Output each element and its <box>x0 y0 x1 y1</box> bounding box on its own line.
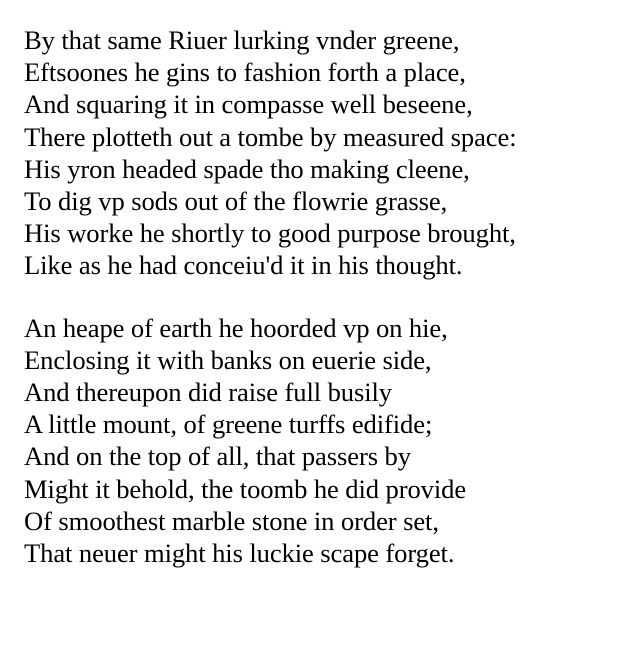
poem-line: His yron headed spade tho making cleene, <box>24 153 470 184</box>
poem-line: Enclosing it with banks on euerie side, <box>24 344 432 375</box>
poem-line: Might it behold, the toomb he did provide <box>24 473 467 504</box>
poem-line: To dig vp sods out of the flowrie grasse, <box>24 186 448 217</box>
poem-line: And on the top of all, that passers by <box>24 441 411 472</box>
poem-line: Of smoothest marble stone in order set, <box>24 505 439 536</box>
poem-line: There plotteth out a tombe by measured space: <box>24 121 517 152</box>
poem-line: His worke he shortly to good purpose brought, <box>24 218 516 249</box>
poem-line: And squaring it in compasse well beseene, <box>24 89 473 120</box>
poem-line: An heape of earth he hoorded vp on hie, <box>24 312 448 343</box>
poem-line: Eftsoones he gins to fashion forth a place, <box>24 57 466 88</box>
poem-line: Like as he had conceiu'd it in his thought. <box>24 250 463 281</box>
poem-line: And thereupon did raise full busily <box>24 377 393 408</box>
poem-line: That neuer might his luckie scape forget. <box>24 538 455 569</box>
stanza-1 <box>24 24 642 282</box>
stanza-2 <box>24 312 642 570</box>
poem <box>24 24 642 569</box>
poem-line: A little mount, of greene turffs edifide; <box>24 409 433 440</box>
poem-line: By that same Riuer lurking vnder greene, <box>24 25 460 55</box>
